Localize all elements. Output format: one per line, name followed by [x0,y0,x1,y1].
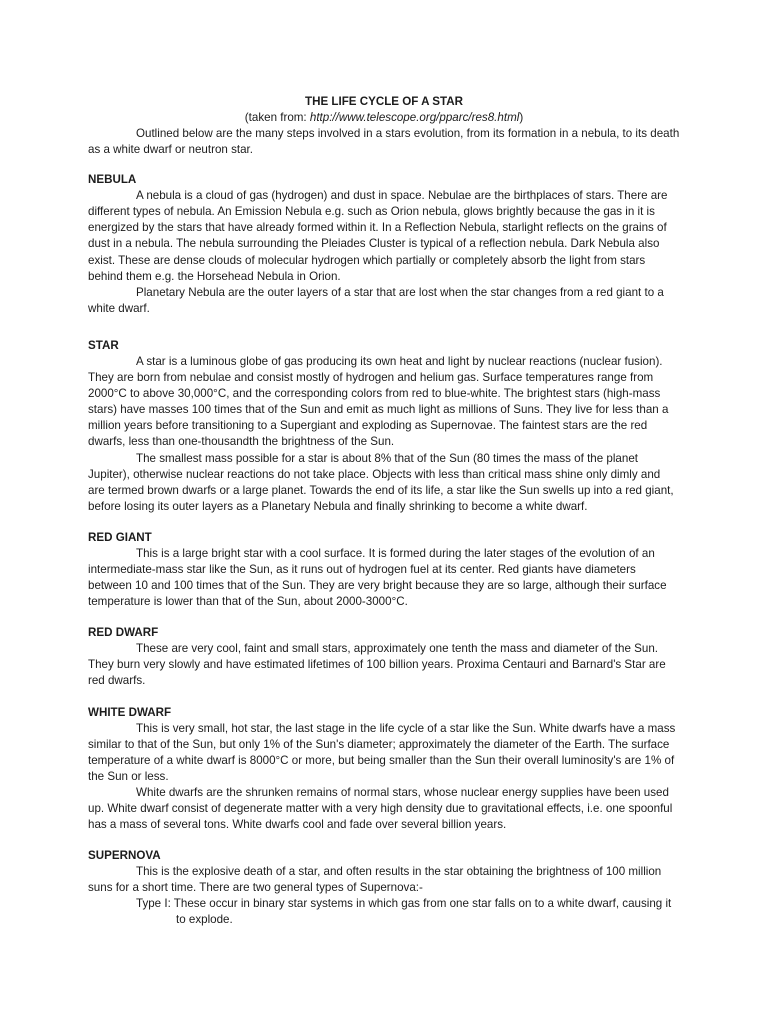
nebula-paragraph-1: A nebula is a cloud of gas (hydrogen) and dust in space. Nebulae are the birthplaces of stars. There are different types of nebula. An Emission Nebula e.g. such as Orion nebula, glows brightly because the gas in it is energized by the stars that have already formed within it. In a Reflection Nebula, starlight reflects on the grains of dust in a nebula. The nebula surrounding the Pleiades Cluster is typical of a reflection nebula. Dark Nebula also exist. These are dense clouds of molecular hydrogen which partially or completely absorb the light from stars behind them e.g. the Horsehead Nebula in Orion. [88,189,668,283]
document-body [88,94,680,929]
heading-supernova: SUPERNOVA [88,849,161,863]
document-title: THE LIFE CYCLE OF A STAR [304,95,463,108]
star-paragraph-1: A star is a luminous globe of gas producing its own heat and light by nuclear reactions (nuclear fusion). They are born from nebulae and consist mostly of hydrogen and helium gas. Surface temperatures range from 2000°C to above 30,000°C, and the corresponding colors from red to blue-white. The brightest stars (high-mass stars) have masses 100 times that of the Sun and emit as much light as millions of Suns. They live for less than a million years before transitioning to a Supergiant and exploding as Supernovae. The faintest stars are the red dwarfs, less than one-thousandth the brightness of the Sun. [88,354,669,449]
subtitle-suffix: ) [519,111,524,124]
heading-white-dwarf: WHITE DWARF [88,705,172,719]
source-url: http://www.telescope.org/pparc/res8.html [309,111,520,124]
white-dwarf-paragraph-2: White dwarfs are the shrunken remains of normal stars, whose nuclear energy supplies have been used up. White dwarf consist of degenerate matter with a very high density due to gravitational effects, i.e. one spoonful has a mass of several tons. White dwarfs cool and fade over several billion years. [88,785,673,832]
heading-red-dwarf: RED DWARF [88,626,159,640]
white-dwarf-paragraph-1: This is very small, hot star, the last stage in the life cycle of a star like the Sun. White dwarfs have a mass similar to that of the Sun, but only 1% of the Sun's diameter; approximately the diameter of the Earth. The surface temperature of a white dwarf is 8000°C or more, but being smaller than the Sun their overall luminosity's are 1% of the Sun or less. [88,721,676,783]
document-subtitle [88,110,680,126]
star-paragraph-2: The smallest mass possible for a star is about 8% that of the Sun (80 times the mass of the planet Jupiter), otherwise nuclear reactions do not take place. Objects with less than critical mass shine only dimly and are termed brown dwarfs or a large planet. Towards the end of its life, a star like the Sun swells up into a red giant, before losing its outer layers as a Planetary Nebula and finally shrinking to become a white dwarf. [88,451,674,513]
heading-red-giant: RED GIANT [88,530,152,544]
red-dwarf-paragraph: These are very cool, faint and small stars, approximately one tenth the mass and diameter of the Sun. They burn very slowly and have estimated lifetimes of 100 billion years. Proxima Centauri and Barnard's Star are red dwarfs. [88,642,666,688]
heading-nebula: NEBULA [88,173,137,187]
subtitle-prefix: (taken from: [244,111,310,124]
intro-paragraph: Outlined below are the many steps involved in a stars evolution, from its formation in a nebula, to its death as a white dwarf or neutron star. [88,127,680,157]
nebula-paragraph-2: Planetary Nebula are the outer layers of a star that are lost when the star changes from a red giant to a white dwarf. [88,285,664,315]
heading-star: STAR [88,338,119,352]
supernova-type-1: Type I: These occur in binary star systems in which gas from one star falls on to a white dwarf, causing it to explode. [136,897,672,927]
red-giant-paragraph: This is a large bright star with a cool surface. It is formed during the later stages of the evolution of an intermediate-mass star like the Sun, as it runs out of hydrogen fuel at its center. Red giants have diameters between 10 and 100 times that of the Sun. They are very bright because they are so large, although their surface temperature is lower than that of the Sun, about 2000-3000°C. [88,546,667,609]
supernova-paragraph: This is the explosive death of a star, and often results in the star obtaining the brightness of 100 million suns for a short time. There are two general types of Supernova:- [88,865,662,895]
